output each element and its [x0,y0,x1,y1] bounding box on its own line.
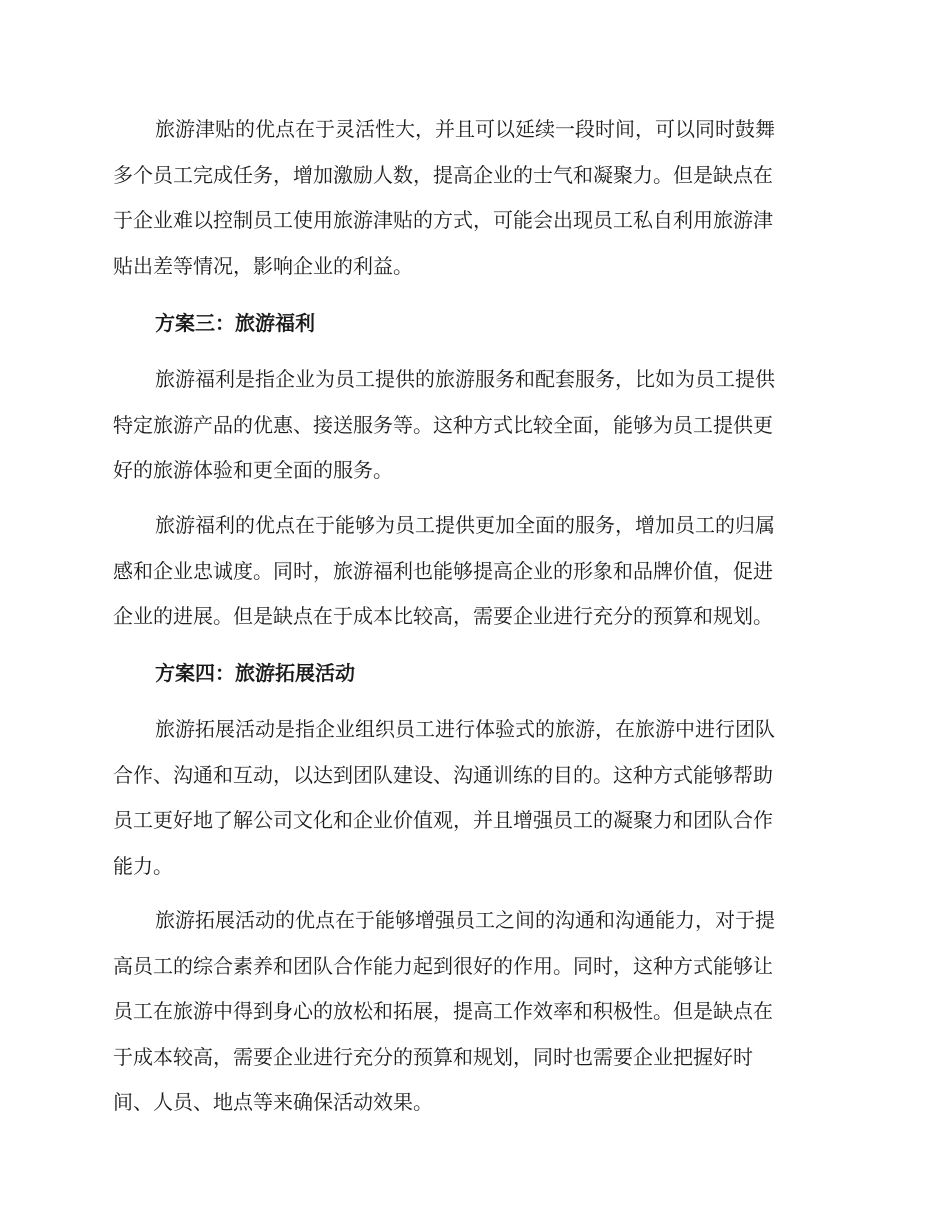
paragraph-travel-allowance-pros-cons [113,107,835,289]
paragraph-team-building-pros-cons [113,898,835,1126]
text-line: 旅游福利的优点在于能够为员工提供更加全面的服务，增加员工的归属 [155,513,775,537]
text-line: 合作、沟通和互动，以达到团队建设、沟通训练的目的。这种方式能够帮助 [113,762,773,787]
text-line: 感和企业忠诚度。同时，旅游福利也能够提高企业的形象和品牌价值，促进 [113,558,773,583]
text-line: 高员工的综合素养和团队合作能力起到很好的作用。同时，这种方式能够让 [113,953,773,978]
text-line: 能力。 [113,853,173,878]
paragraph-team-building-travel [113,707,835,889]
text-line: 好的旅游体验和更全面的服务。 [113,458,393,482]
text-line: 员工更好地了解公司文化和企业价值观，并且增强员工的凝聚力和团队合作 [113,808,773,832]
text-line: 于成本较高，需要企业进行充分的预算和规划，同时也需要企业把握好时 [113,1044,753,1069]
text-line: 多个员工完成任务，增加激励人数，提高企业的士气和凝聚力。但是缺点在 [113,162,773,187]
heading-plan-three: 方案三：旅游福利 [155,311,315,335]
text-line: 旅游津贴的优点在于灵活性大，并且可以延续一段时间，可以同时鼓舞 [155,117,775,141]
paragraph-travel-benefits [113,357,835,494]
text-line: 特定旅游产品的优惠、接送服务等。这种方式比较全面，能够为员工提供更 [113,412,773,437]
text-line: 旅游拓展活动的优点在于能够增强员工之间的沟通和沟通能力，对于提 [155,908,775,932]
text-line: 于企业难以控制员工使用旅游津贴的方式，可能会出现员工私自利用旅游津 [113,208,773,232]
paragraph-travel-benefits-pros-cons [113,503,835,640]
heading-plan-four: 方案四：旅游拓展活动 [155,661,355,685]
text-line: 间、人员、地点等来确保活动效果。 [113,1090,433,1114]
text-line: 企业的进展。但是缺点在于成本比较高，需要企业进行充分的预算和规划。 [113,604,773,628]
text-line: 旅游拓展活动是指企业组织员工进行体验式的旅游，在旅游中进行团队 [155,717,775,741]
text-line: 旅游福利是指企业为员工提供的旅游服务和配套服务，比如为员工提供 [155,367,775,391]
text-line: 员工在旅游中得到身心的放松和拓展，提高工作效率和积极性。但是缺点在 [113,999,773,1023]
text-line: 贴出差等情况，影响企业的利益。 [113,253,413,278]
